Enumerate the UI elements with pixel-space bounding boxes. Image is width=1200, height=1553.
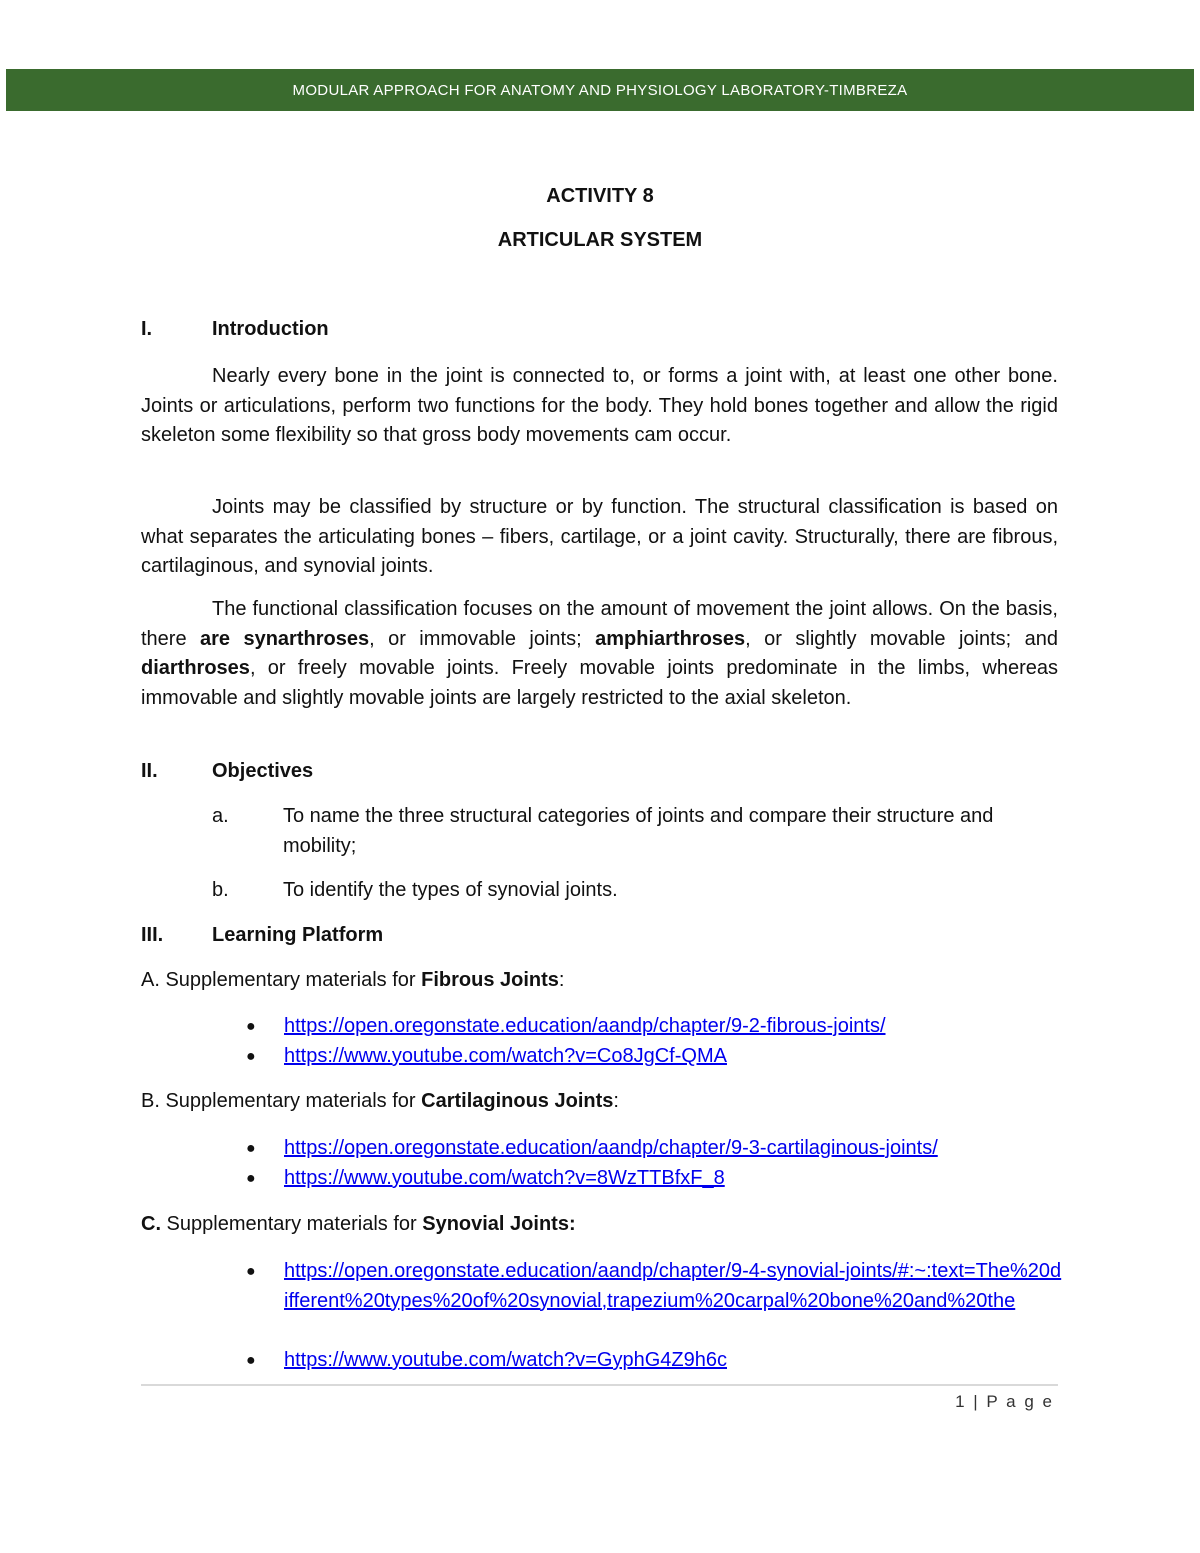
bullet-icon: ● — [246, 1170, 256, 1187]
section-objectives-heading — [141, 760, 313, 783]
text-run: , or slightly movable joints; and — [745, 627, 1058, 650]
term-diarthroses: diarthroses — [141, 657, 250, 679]
text-run: A. Supplementary materials for — [141, 969, 422, 991]
section-introduction-heading — [141, 318, 329, 341]
term-amphiarthroses: amphiarthroses — [595, 627, 746, 650]
section-title: Learning Platform — [212, 924, 384, 946]
text-run: : — [613, 1090, 619, 1112]
footer-divider — [141, 1384, 1058, 1386]
term-synarthroses: are synarthroses — [200, 627, 370, 650]
supplementary-fibrous-label — [141, 969, 564, 992]
section-platform-heading — [141, 924, 383, 947]
system-title: ARTICULAR SYSTEM — [497, 229, 703, 251]
bullet-icon: ● — [246, 1140, 256, 1157]
topic-name: Cartilaginous Joints — [421, 1090, 614, 1112]
bullet-icon: ● — [246, 1048, 256, 1065]
page-number: 1 — [955, 1392, 967, 1411]
text-run: Supplementary materials for — [161, 1213, 423, 1235]
section-title: Introduction — [212, 318, 329, 340]
page-label: P a g e — [986, 1392, 1054, 1411]
header-text: MODULAR APPROACH FOR ANATOMY AND PHYSIOLOGY LABORATORY-TIMBREZA — [292, 81, 908, 99]
intro-paragraph-1: Nearly every bone in the joint is connected to, or forms a joint with, at least one other bone. Joints or articulations, perform two functions for the body. They hold bones together and allow the rigid skeleton some flexibility so that gross body movements cam occur. — [141, 365, 1058, 446]
activity-title: ACTIVITY 8 — [546, 185, 654, 207]
fibrous-video-link[interactable]: https://www.youtube.com/watch?v=Co8JgCf-QMA — [284, 1045, 727, 1067]
section-number: III. — [141, 924, 164, 946]
section-title: Objectives — [212, 760, 314, 782]
section-number: I. — [141, 318, 153, 340]
objective-text: To name the three structural categories of joints and compare their structure and mobility; — [283, 805, 994, 857]
text-run: B. Supplementary materials for — [141, 1090, 422, 1112]
supplementary-synovial-label — [141, 1213, 576, 1236]
header-band — [6, 69, 1194, 111]
synovial-article-link[interactable]: https://open.oregonstate.education/aandp/chapter/9-4-synovial-joints/#:~:text=The%20different%20types%20of%20synovial,trapezium%20carpal%20bone%20and%20the — [284, 1260, 1062, 1312]
bullet-icon: ● — [246, 1263, 256, 1280]
topic-name: Fibrous Joints — [421, 969, 559, 991]
text-run: : — [558, 969, 565, 991]
objective-marker: a. — [212, 805, 229, 827]
cartilaginous-article-link[interactable]: https://open.oregonstate.education/aandp/chapter/9-3-cartilaginous-joints/ — [284, 1137, 938, 1159]
objective-marker: b. — [212, 879, 229, 901]
list-letter: C. — [141, 1213, 161, 1235]
supplementary-cartilaginous-label — [141, 1090, 619, 1113]
fibrous-article-link[interactable]: https://open.oregonstate.education/aandp/chapter/9-2-fibrous-joints/ — [284, 1015, 886, 1037]
bullet-icon: ● — [246, 1018, 256, 1035]
topic-name: Synovial Joints: — [422, 1213, 576, 1235]
text-run: , or freely movable joints. Freely movable joints predominate in the limbs, whereas immovable and slightly movable joints are largely restricted to the axial skeleton. — [141, 657, 1058, 709]
intro-paragraph-2: Joints may be classified by structure or by function. The structural classification is based on what separates the articulating bones – fibers, cartilage, or a joint cavity. Structurally, there are fibrous, cartilaginous, and synovial joints. — [141, 496, 1058, 577]
text-run: The functional classification focuses on the amount of movement the joint allows. On the basis, there — [141, 598, 1058, 650]
section-number: II. — [141, 760, 158, 782]
footer-separator: | — [973, 1392, 980, 1411]
intro-paragraph-3 — [141, 595, 1058, 713]
page-footer — [955, 1392, 1054, 1412]
cartilaginous-video-link[interactable]: https://www.youtube.com/watch?v=8WzTTBfxF_8 — [284, 1167, 725, 1189]
bullet-icon: ● — [246, 1352, 256, 1369]
objective-text: To identify the types of synovial joints. — [283, 879, 618, 901]
text-run: , or immovable joints; — [369, 627, 596, 650]
synovial-video-link[interactable]: https://www.youtube.com/watch?v=GyphG4Z9h6c — [284, 1349, 727, 1371]
